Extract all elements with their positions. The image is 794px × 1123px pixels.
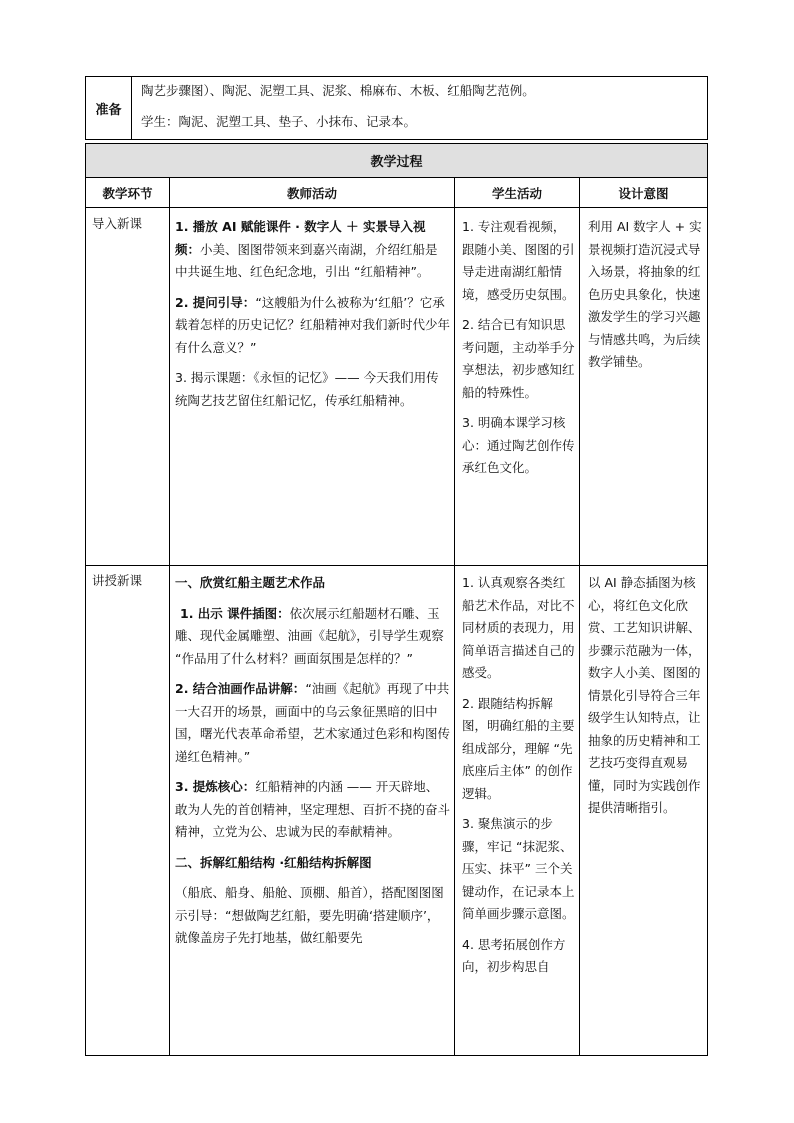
header-stage: 教学环节 xyxy=(86,178,169,208)
preparation-box xyxy=(85,76,708,140)
table-title: 教学过程 xyxy=(86,144,707,178)
design-intent-new-lesson: 以 AI 静态插图为核心，将红色文化欣赏、工艺知识讲解、步骤示范融为一体，数字人小美、图图的情景化引导符合三年级学生认知特点，让抽象的历史精神和工艺技巧变得直观易懂，同时为实践创作提供清晰指引。 xyxy=(588,575,701,815)
design-intent-intro: 利用 AI 数字人 + 实景视频打造沉浸式导入场景，将抽象的红色历史具象化，快速激发学生的学习兴趣与情感共鸣，为后续教学铺垫。 xyxy=(588,219,702,369)
stage-new-lesson: 讲授新课 xyxy=(92,573,143,588)
section-heading: 二、拆解红船结构 ·红船结构拆解图 xyxy=(175,854,372,870)
list-item: （船底、船身、船舱、顶棚、船首），搭配图图图示引导：“想做陶艺红船，要先明确‘搭建顺序’，就像盖房子先打地基，做红船要先 xyxy=(175,885,444,945)
header-student-activity: 学生活动 xyxy=(455,178,579,208)
list-item: 2. 跟随结构拆解图，明确红船的主要组成部分，理解 “先底座后主体” 的创作逻辑。 xyxy=(462,695,575,801)
teacher-activity-new-lesson xyxy=(175,572,450,958)
list-item: 3. 明确本课学习核心：通过陶艺创作传承红色文化。 xyxy=(462,415,575,475)
list-item: 4. 思考拓展创作方向，初步构思自 xyxy=(462,936,566,974)
row-divider xyxy=(86,565,707,566)
stage-intro: 导入新课 xyxy=(92,216,143,231)
preparation-materials-teacher: 陶艺步骤图）、陶泥、泥塑工具、泥浆、棉麻布、木板、红船陶艺范例。 xyxy=(141,83,535,98)
list-item: 3. 提炼核心：红船精神的内涵 —— 开天辟地、敢为人先的首创精神，坚定理想、百折不挠的奋斗精神，立党为公、忠诚为民的奉献精神。 xyxy=(175,779,451,839)
list-item: 1. 认真观察各类红船艺术作品，对比不同材质的表现力，用简单语言描述自己的感受。 xyxy=(462,575,575,680)
list-item: 1. 出示 课件插图：依次展示红船题材石雕、玉雕、现代金属雕塑、油画《起航》，引导学生观察 “作品用了什么材料？画面氛围是怎样的？” xyxy=(175,605,444,666)
column-divider xyxy=(454,178,455,1055)
header-design-intent: 设计意图 xyxy=(580,178,707,208)
column-divider xyxy=(169,178,170,1055)
list-item: 1. 播放 AI 赋能课件 · 数字人 ＋ 实景导入视频：小美、图图带领来到嘉兴南湖，介绍红船是中共诞生地、红色纪念地，引出 “红船精神”。 xyxy=(175,219,438,279)
preparation-materials-student: 学生：陶泥、泥塑工具、垫子、小抹布、记录本。 xyxy=(141,114,417,129)
list-item: 2. 提问引导：“这艘船为什么被称为‘红船’？它承载着怎样的历史记忆？红船精神对我们新时代少年有什么意义？” xyxy=(175,294,451,355)
student-activity-new-lesson xyxy=(462,572,575,987)
list-item: 2. 结合油画作品讲解：“油画《起航》再现了中共一大召开的场景，画面中的乌云象征黑暗的旧中国，曙光代表革命希望，艺术家通过色彩和构图传递红色精神。” xyxy=(175,681,451,764)
list-item: 3. 聚焦演示的步骤，牢记 “抹泥浆、压实、抹平” 三个关键动作，在记录本上简单画步骤示意图。 xyxy=(462,816,575,921)
teacher-activity-intro xyxy=(175,216,450,420)
preparation-label: 准备 xyxy=(86,77,132,139)
section-heading: 一、欣赏红船主题艺术作品 xyxy=(175,575,326,590)
column-divider xyxy=(579,178,580,1055)
list-item: 2. 结合已有知识思考问题，主动举手分享想法，初步感知红船的特殊性。 xyxy=(462,317,575,400)
list-item: 3. 揭示课题：《永恒的记忆》—— 今天我们用传统陶艺技艺留住红船记忆，传承红船精神。 xyxy=(175,370,439,408)
list-item: 1. 专注观看视频，跟随小美、图图的引导走进南湖红船情境，感受历史氛围。 xyxy=(462,219,575,302)
student-activity-intro xyxy=(462,216,575,488)
header-teacher-activity: 教师活动 xyxy=(170,178,454,208)
teaching-process-table xyxy=(85,143,708,1056)
